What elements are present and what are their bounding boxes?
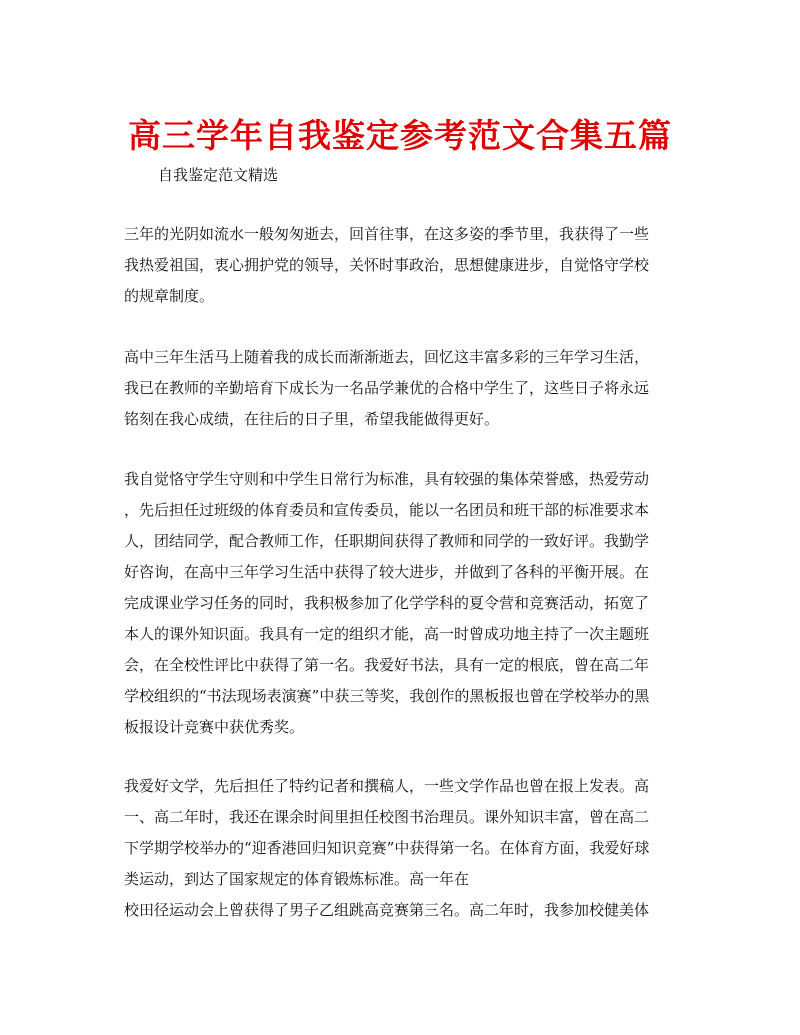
- text-line: 板报设计竞赛中获优秀奖。: [124, 718, 305, 736]
- text-line: 我爱好文学，先后担任了特约记者和撰稿人，一些文学作品也曾在报上发表。高: [124, 777, 650, 795]
- text-line: ，先后担任过班级的体育委员和宣传委员，能以一名团员和班干部的标准要求本: [124, 501, 650, 519]
- text-line: 我热爱祖国，衷心拥护党的领导，关怀时事政治，思想健康进步，自觉恪守学校: [124, 256, 650, 274]
- document-subtitle: 自我鉴定范文精选: [158, 166, 279, 184]
- text-line: 我自觉恪守学生守则和中学生日常行为标准，具有较强的集体荣誉感，热爱劳动: [124, 470, 650, 488]
- paragraph-1: [124, 219, 680, 312]
- text-line: 的规章制度。: [124, 287, 215, 305]
- text-line: 完成课业学习任务的同时，我积极参加了化学学科的夏令营和竞赛活动，拓宽了: [124, 594, 650, 612]
- text-line: 校田径运动会上曾获得了男子乙组跳高竞赛第三名。高二年时，我参加校健美体: [124, 901, 650, 919]
- text-line: 一、高二年时，我还在课余时间里担任校图书治理员。课外知识丰富，曾在高二: [124, 808, 650, 826]
- text-line: 高中三年生活马上随着我的成长而渐渐逝去，回忆这丰富多彩的三年学习生活，: [124, 348, 650, 366]
- document-title: 高三学年自我鉴定参考范文合集五篇: [128, 116, 672, 155]
- paragraph-3: [124, 464, 680, 743]
- text-line: 三年的光阴如流水一般匆匆逝去，回首往事，在这多姿的季节里，我获得了一些: [124, 225, 650, 243]
- paragraph-4: [124, 771, 680, 926]
- text-line: 会，在全校性评比中获得了第一名。我爱好书法，具有一定的根底，曾在高二年: [124, 656, 650, 674]
- text-line: 本人的课外知识面。我具有一定的组织才能，高一时曾成功地主持了一次主题班: [124, 625, 650, 643]
- paragraph-2: [124, 342, 680, 435]
- text-line: 类运动，到达了国家规定的体育锻炼标准。高一年在: [124, 870, 470, 888]
- text-line: 我已在教师的辛勤培育下成长为一名品学兼优的合格中学生了，这些日子将永远: [124, 379, 650, 397]
- text-line: 好咨询，在高中三年学习生活中获得了较大进步，并做到了各科的平衡开展。在: [124, 563, 650, 581]
- text-line: 铭刻在我心成绩，在往后的日子里，希望我能做得更好。: [124, 410, 500, 428]
- text-line: 学校组织的“书法现场表演赛”中获三等奖，我创作的黑板报也曾在学校举办的黑: [124, 687, 650, 705]
- text-line: 人，团结同学，配合教师工作，任职期间获得了教师和同学的一致好评。我勤学: [124, 532, 650, 550]
- text-line: 下学期学校举办的“迎香港回归知识竞赛”中获得第一名。在体育方面，我爱好球: [124, 839, 650, 857]
